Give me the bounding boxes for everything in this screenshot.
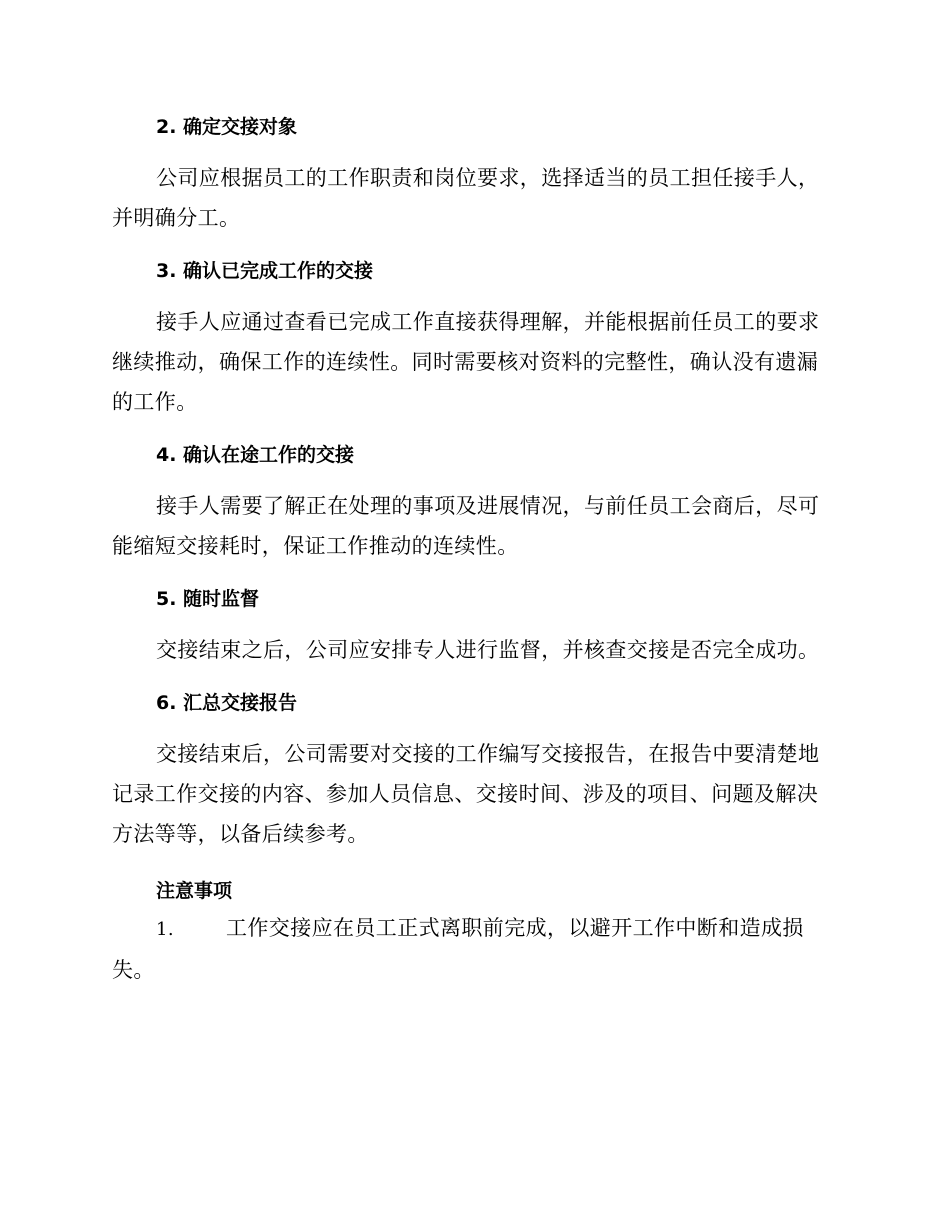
section-heading: 2. 确定交接对象 [156,116,298,138]
section-paragraph: 交接结束后，公司需要对交接的工作编写交接报告，在报告中要清楚地记录工作交接的内容、参加人员信息、交接时间、涉及的项目、问题及解决方法等等，以备后续参考。 [112,742,820,846]
notes-heading: 注意事项 [156,880,233,902]
notes-list-item [112,908,838,990]
list-item-text: 工作交接应在员工正式离职前完成，以避开工作中断和造成损 [226,916,804,940]
section-paragraph: 接手人应通过查看已完成工作直接获得理解，并能根据前任员工的要求继续推动，确保工作的连续性。同时需要核对资料的完整性，确认没有遗漏的工作。 [112,310,820,414]
section-heading: 6. 汇总交接报告 [156,692,298,714]
list-item-number: 1. [156,919,174,940]
list-item-text-continued: 失。 [112,958,155,982]
section-paragraph: 交接结束之后，公司应安排专人进行监督，并核查交接是否完全成功。 [156,638,820,662]
section-paragraph: 接手人需要了解正在处理的事项及进展情况，与前任员工会商后，尽可能缩短交接耗时，保证工作推动的连续性。 [112,494,820,558]
section-heading: 4. 确认在途工作的交接 [156,444,355,466]
section-paragraph: 公司应根据员工的工作职责和岗位要求，选择适当的员工担任接手人，并明确分工。 [112,166,820,230]
section-heading: 5. 随时监督 [156,588,260,610]
section-heading: 3. 确认已完成工作的交接 [156,260,374,282]
